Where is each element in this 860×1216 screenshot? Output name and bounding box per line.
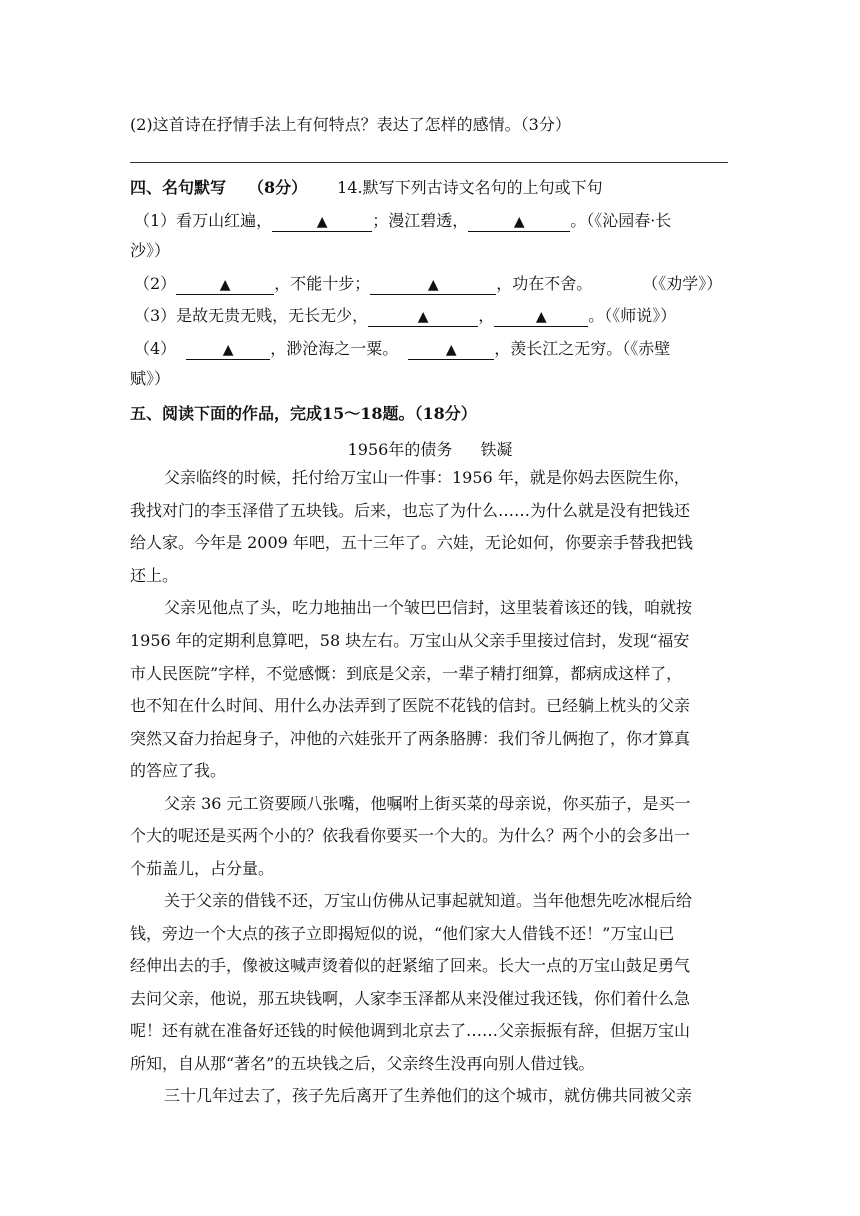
section-4-header	[130, 178, 730, 198]
answer-line	[130, 162, 728, 163]
answer-blank[interactable]: ▲	[368, 308, 478, 327]
answer-blank[interactable]: ▲	[272, 213, 372, 232]
article-line: 给人家。今年是 2009 年吧，五十三年了。六娃，无论如何，你要亲手替我把钱	[130, 533, 693, 552]
article-line: 的答应了我。	[130, 761, 227, 780]
section-4-prompt: 14.默写下列古诗文名句的上句或下句	[337, 178, 603, 197]
article-line: 关于父亲的借钱不还，万宝山仿佛从记事起就知道。当年他想先吃冰棍后给	[164, 891, 693, 910]
question-13-2: (2)这首诗在抒情手法上有何特点？表达了怎样的感情。（3分）	[130, 115, 571, 134]
answer-blank[interactable]: ▲	[176, 276, 274, 295]
answer-blank[interactable]: ▲	[408, 341, 494, 360]
article-line: 个大的呢还是买两个小的？依我看你要买一个大的。为什么？两个小的会多出一	[130, 826, 691, 845]
article-line: 父亲见他点了头，吃力地抽出一个皱巴巴信封，这里装着该还的钱，咱就按	[164, 598, 693, 617]
article-line: 呢！还有就在准备好还钱的时候他调到北京去了……父亲振振有辞，但据万宝山	[130, 1021, 691, 1040]
section-4-score: （8分）	[248, 178, 308, 197]
article-line: 市人民医院”字样，不觉感慨：到底是父亲，一辈子精打细算，都病成这样了，	[130, 664, 683, 683]
recitation-item-3: （3）是故无贵无贱，无长无少， ▲ ， ▲ 。（《师说》）	[134, 306, 677, 325]
article-line: 个茄盖儿，占分量。	[130, 859, 275, 878]
recitation-item-1-cont: 沙》）	[130, 241, 171, 260]
article-line: 钱，旁边一个大点的孩子立即揭短似的说，“他们家大人借钱不还！”万宝山已	[130, 924, 675, 943]
recitation-item-1: （1）看万山红遍， ▲ ；漫江碧透， ▲ 。（《沁园春·长	[134, 211, 672, 230]
recitation-item-2: （2） ▲ ，不能十步； ▲ ，功在不舍。 （《劝学》）	[134, 274, 723, 293]
answer-blank[interactable]: ▲	[494, 308, 588, 327]
section-4-title: 四、名句默写	[130, 178, 227, 197]
recitation-item-4-cont: 赋》）	[130, 369, 171, 388]
article-line: 父亲 36 元工资要顾八张嘴，他嘱咐上街买菜的母亲说，你买茄子，是买一	[164, 794, 691, 813]
article-line: 三十几年过去了，孩子先后离开了生养他们的这个城市，就仿佛共同被父亲	[164, 1086, 693, 1105]
recitation-item-4: （4） ▲ ，渺沧海之一粟。 ▲ ，羡长江之无穷。（《赤壁	[134, 339, 671, 358]
article-line: 还上。	[130, 566, 179, 585]
answer-blank[interactable]: ▲	[370, 276, 496, 295]
article-line: 所知，自从那“著名”的五块钱之后，父亲终生没再向别人借过钱。	[130, 1054, 595, 1073]
article-line: 也不知在什么时间、用什么办法弄到了医院不花钱的信封。已经躺上枕头的父亲	[130, 696, 691, 715]
answer-blank[interactable]: ▲	[468, 213, 570, 232]
answer-blank[interactable]: ▲	[186, 341, 270, 360]
article-line: 突然又奋力抬起身子，冲他的六娃张开了两条胳膊：我们爷儿俩抱了，你才算真	[130, 729, 691, 748]
article-heading	[0, 437, 860, 460]
article-title: 1956年的债务	[347, 440, 453, 459]
article-line: 我找对门的李玉泽借了五块钱。后来，也忘了为什么……为什么就是没有把钱还	[130, 501, 691, 520]
section-5-title: 五、阅读下面的作品，完成15～18题。（18分）	[130, 404, 477, 423]
article-line: 去问父亲，他说，那五块钱啊，人家李玉泽都从来没催过我还钱，你们着什么急	[130, 989, 691, 1008]
article-line: 父亲临终的时候，托付给万宝山一件事：1956 年，就是你妈去医院生你，	[164, 468, 690, 487]
article-line: 经伸出去的手，像被这喊声烫着似的赶紧缩了回来。长大一点的万宝山鼓足勇气	[130, 956, 691, 975]
article-author: 铁凝	[480, 440, 513, 459]
article-line: 1956 年的定期利息算吧，58 块左右。万宝山从父亲手里接过信封，发现“福安	[130, 631, 690, 650]
